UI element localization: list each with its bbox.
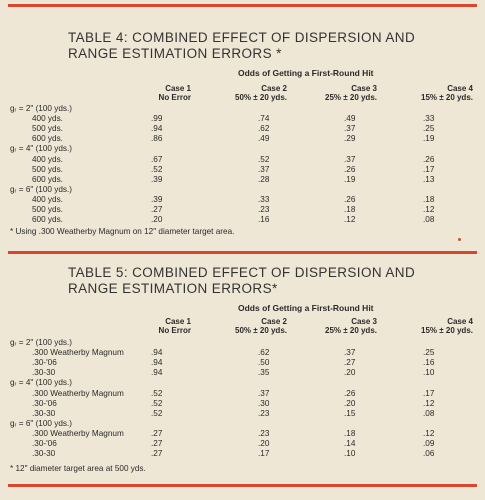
case-3-value: .20 xyxy=(344,398,356,408)
table-row xyxy=(8,215,477,225)
table-4-title xyxy=(68,30,477,62)
case-4-value: .25 xyxy=(423,348,435,358)
case-3-value: .29 xyxy=(344,134,356,144)
case-label: Case 1 xyxy=(165,317,191,326)
group-label: gᵣ = 6" (100 yds.) xyxy=(10,184,72,194)
case-4-value: .09 xyxy=(423,439,435,448)
group-label: gᵣ = 4" (100 yds.) xyxy=(10,378,72,388)
case-3-value: .20 xyxy=(344,368,356,378)
case-1-value: .94 xyxy=(151,358,163,368)
case-2-value: .28 xyxy=(258,174,270,184)
table-row xyxy=(8,449,477,459)
group-header-row xyxy=(8,104,477,114)
case-1-value: .27 xyxy=(151,439,163,448)
case-3-value: .37 xyxy=(344,348,356,358)
case-desc: 25% ± 20 yds. xyxy=(325,326,377,335)
case-2-value: .37 xyxy=(258,388,270,398)
group-header-row xyxy=(8,378,477,388)
case-1-value: .27 xyxy=(151,449,163,459)
case-4-value: .33 xyxy=(423,114,435,124)
case-4-value: .10 xyxy=(423,368,435,378)
decorative-dot xyxy=(458,238,461,241)
table-5-odds-header: Odds of Getting a First-Round Hit xyxy=(238,303,374,313)
case-3-value: .19 xyxy=(344,174,356,184)
table-5-case-1-header xyxy=(159,317,191,335)
row-label: .30-30 xyxy=(32,449,56,459)
case-1-value: .20 xyxy=(151,215,163,225)
case-3-value: .27 xyxy=(344,358,356,368)
case-desc: No Error xyxy=(158,93,191,102)
case-2-value: .62 xyxy=(258,348,270,358)
row-label: 600 yds. xyxy=(32,215,63,225)
table-5-case-4-header xyxy=(421,317,473,335)
case-3-value: .37 xyxy=(344,154,356,164)
case-1-value: .52 xyxy=(151,408,163,418)
table-row xyxy=(8,389,477,399)
case-2-value: .74 xyxy=(258,114,270,124)
case-2-value: .37 xyxy=(258,164,270,174)
case-4-value: .13 xyxy=(423,174,435,184)
case-1-value: .94 xyxy=(151,368,163,378)
case-2-value: .33 xyxy=(258,194,270,204)
table-5-title-line-2: RANGE ESTIMATION ERRORS* xyxy=(68,281,278,296)
case-1-value: .67 xyxy=(151,154,163,164)
table-4-title-line-1: TABLE 4: COMBINED EFFECT OF DISPERSION AND xyxy=(68,30,416,45)
case-1-value: .94 xyxy=(151,124,163,134)
case-1-value: .27 xyxy=(151,205,163,214)
table-row xyxy=(8,399,477,409)
table-4-case-1-header xyxy=(159,84,191,102)
case-1-value: .86 xyxy=(151,134,163,144)
case-desc: 15% ± 20 yds. xyxy=(421,93,473,102)
case-2-value: .50 xyxy=(258,358,270,368)
case-2-value: .17 xyxy=(258,449,270,459)
case-1-value: .27 xyxy=(151,428,163,438)
case-4-value: .17 xyxy=(423,388,435,398)
table-4-case-4-header xyxy=(421,84,473,102)
row-label: 500 yds. xyxy=(32,124,63,134)
row-label: 400 yds. xyxy=(32,154,63,164)
row-label: .30-'06 xyxy=(32,358,57,368)
table-row xyxy=(8,114,477,124)
bottom-rule xyxy=(8,484,477,487)
table-row xyxy=(8,165,477,175)
case-1-value: .94 xyxy=(151,348,163,358)
case-1-value: .52 xyxy=(151,388,163,398)
table-row xyxy=(8,358,477,368)
case-3-value: .49 xyxy=(344,114,356,124)
case-3-value: .15 xyxy=(344,408,356,418)
case-2-value: .30 xyxy=(258,398,270,408)
group-label: gᵣ = 2" (100 yds.) xyxy=(10,338,72,347)
case-2-value: .23 xyxy=(258,428,270,438)
case-4-value: .25 xyxy=(423,124,435,134)
case-2-value: .49 xyxy=(258,134,270,144)
case-1-value: .39 xyxy=(151,174,163,184)
case-2-value: .35 xyxy=(258,368,270,378)
case-3-value: .14 xyxy=(344,439,356,448)
case-3-value: .37 xyxy=(344,124,356,134)
case-2-value: .16 xyxy=(258,215,270,225)
case-1-value: .52 xyxy=(151,164,163,174)
case-4-value: .19 xyxy=(423,134,435,144)
row-label: 600 yds. xyxy=(32,174,63,184)
table-4-footnote: * Using .300 Weatherby Magnum on 12" diameter target area. xyxy=(10,227,235,236)
group-label: gᵣ = 4" (100 yds.) xyxy=(10,144,72,154)
case-4-value: .17 xyxy=(423,164,435,174)
table-5-case-3-header xyxy=(325,317,377,335)
row-label: 400 yds. xyxy=(32,194,63,204)
case-2-value: .20 xyxy=(258,439,270,448)
row-label: 500 yds. xyxy=(32,164,63,174)
row-label: .30-'06 xyxy=(32,398,57,408)
table-row xyxy=(8,348,477,358)
table-row xyxy=(8,155,477,165)
case-2-value: .62 xyxy=(258,124,270,134)
case-4-value: .12 xyxy=(423,205,435,214)
case-label: Case 3 xyxy=(351,317,377,326)
table-4 xyxy=(8,30,477,245)
case-1-value: .99 xyxy=(151,114,163,124)
case-label: Case 1 xyxy=(165,84,191,93)
case-1-value: .52 xyxy=(151,398,163,408)
case-3-value: .10 xyxy=(344,449,356,459)
table-5-case-2-header xyxy=(235,317,287,335)
table-row xyxy=(8,205,477,215)
row-label: .30-30 xyxy=(32,408,56,418)
case-desc: 50% ± 20 yds. xyxy=(235,326,287,335)
case-4-value: .08 xyxy=(423,408,435,418)
case-desc: No Error xyxy=(158,326,191,335)
case-4-value: .08 xyxy=(423,215,435,225)
row-label: .300 Weatherby Magnum xyxy=(32,428,124,438)
group-header-row xyxy=(8,144,477,154)
row-label: .300 Weatherby Magnum xyxy=(32,348,124,358)
case-2-value: .23 xyxy=(258,408,270,418)
case-2-value: .23 xyxy=(258,205,270,214)
case-3-value: .18 xyxy=(344,428,356,438)
case-4-value: .18 xyxy=(423,194,435,204)
case-3-value: .26 xyxy=(344,194,356,204)
case-label: Case 2 xyxy=(261,84,287,93)
row-label: 400 yds. xyxy=(32,114,63,124)
row-label: .300 Weatherby Magnum xyxy=(32,388,124,398)
table-row xyxy=(8,195,477,205)
group-header-row xyxy=(8,185,477,195)
case-2-value: .52 xyxy=(258,154,270,164)
row-label: 600 yds. xyxy=(32,134,63,144)
table-4-case-2-header xyxy=(235,84,287,102)
table-row xyxy=(8,124,477,134)
row-label: .30-'06 xyxy=(32,439,57,448)
group-header-row xyxy=(8,419,477,429)
row-label: 500 yds. xyxy=(32,205,63,214)
case-3-value: .26 xyxy=(344,388,356,398)
table-5-footnote: * 12" diameter target area at 500 yds. xyxy=(10,464,146,473)
case-3-value: .18 xyxy=(344,205,356,214)
table-row xyxy=(8,368,477,378)
case-1-value: .39 xyxy=(151,194,163,204)
table-5-title-line-1: TABLE 5: COMBINED EFFECT OF DISPERSION AND xyxy=(68,265,416,280)
case-4-value: .12 xyxy=(423,428,435,438)
table-5 xyxy=(8,265,477,490)
case-desc: 15% ± 20 yds. xyxy=(421,326,473,335)
group-header-row xyxy=(8,338,477,348)
case-3-value: .12 xyxy=(344,215,356,225)
row-label: .30-30 xyxy=(32,368,56,378)
case-label: Case 4 xyxy=(447,317,473,326)
group-label: gᵣ = 2" (100 yds.) xyxy=(10,104,72,113)
case-4-value: .16 xyxy=(423,358,435,368)
table-row xyxy=(8,134,477,144)
table-row xyxy=(8,409,477,419)
table-row xyxy=(8,429,477,439)
table-row xyxy=(8,175,477,185)
top-rule xyxy=(8,4,477,7)
case-label: Case 2 xyxy=(261,317,287,326)
group-label: gᵣ = 6" (100 yds.) xyxy=(10,418,72,428)
case-label: Case 4 xyxy=(447,84,473,93)
table-4-case-3-header xyxy=(325,84,377,102)
case-label: Case 3 xyxy=(351,84,377,93)
case-4-value: .06 xyxy=(423,449,435,459)
table-row xyxy=(8,439,477,449)
case-3-value: .26 xyxy=(344,164,356,174)
table-4-odds-header: Odds of Getting a First-Round Hit xyxy=(238,68,374,78)
case-4-value: .26 xyxy=(423,154,435,164)
case-desc: 25% ± 20 yds. xyxy=(325,93,377,102)
table-4-title-line-2: RANGE ESTIMATION ERRORS * xyxy=(68,46,282,61)
case-4-value: .12 xyxy=(423,398,435,408)
table-5-title xyxy=(68,265,477,297)
case-desc: 50% ± 20 yds. xyxy=(235,93,287,102)
middle-rule xyxy=(8,251,477,254)
